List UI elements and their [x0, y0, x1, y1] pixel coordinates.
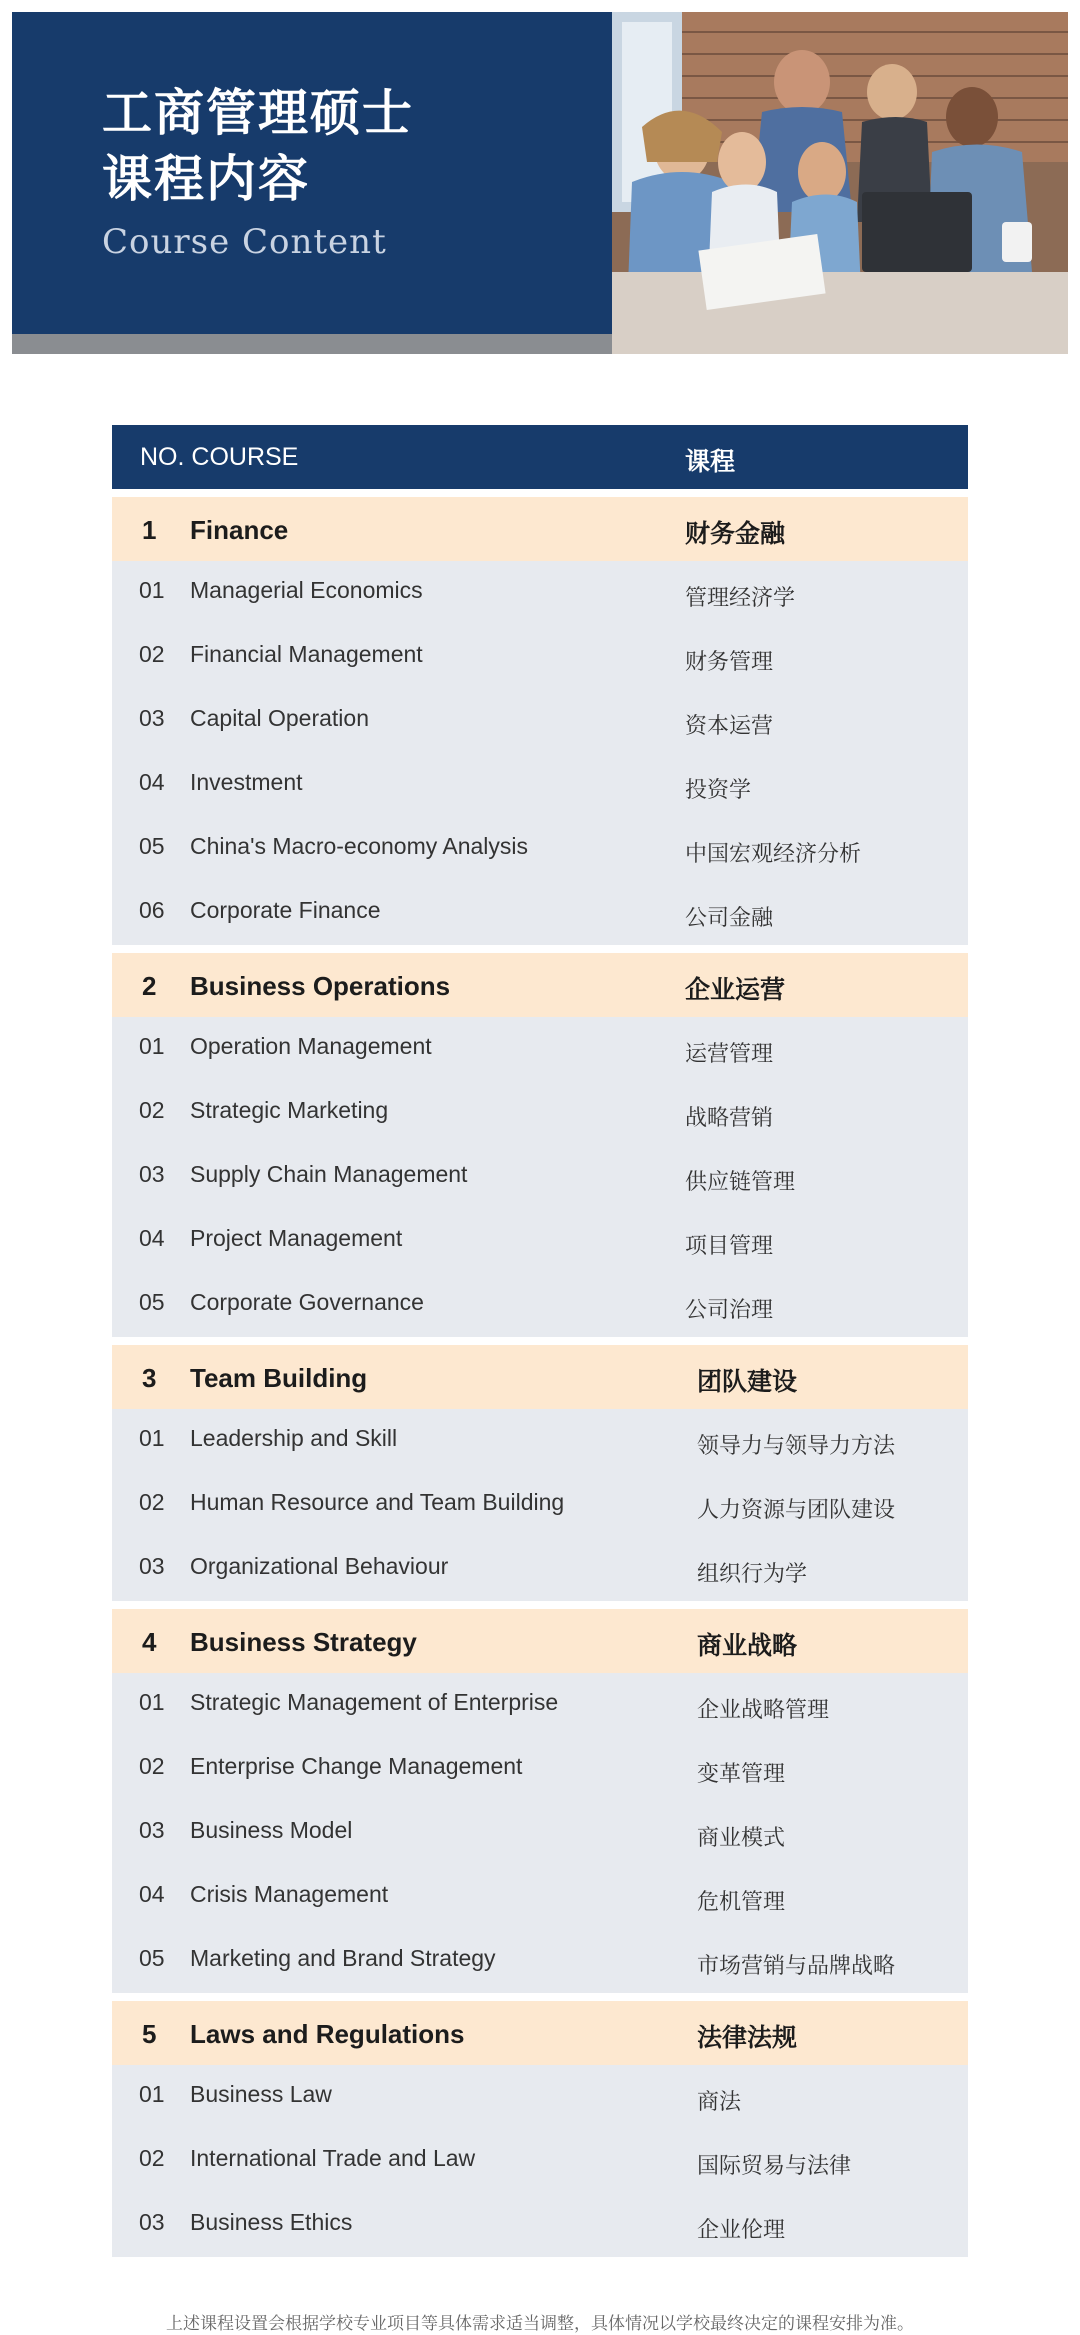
course-row [112, 1273, 968, 1337]
section-header [112, 2001, 968, 2065]
footnote: 上述课程设置会根据学校专业项目等具体需求适当调整，具体情况以学校最终决定的课程安排为准。 [166, 2314, 914, 2334]
course-name-cn: 组织行为学 [697, 1562, 808, 1587]
course-number: 01 [139, 1425, 165, 1451]
course-number: 02 [139, 2145, 165, 2171]
course-section [112, 953, 968, 1337]
hero-title-panel [12, 12, 612, 334]
course-name-cn: 管理经济学 [685, 586, 796, 611]
course-number: 03 [139, 2209, 165, 2235]
course-name-cn: 中国宏观经济分析 [685, 842, 862, 867]
course-row [112, 1537, 968, 1601]
course-table [112, 425, 968, 2257]
course-name-cn: 财务管理 [685, 650, 774, 675]
course-name-cn: 企业战略管理 [697, 1698, 830, 1723]
course-row [112, 1409, 968, 1473]
course-name-cn: 投资学 [685, 778, 752, 803]
section-title-cn: 企业运营 [685, 975, 786, 1004]
course-number: 02 [139, 641, 165, 667]
course-row [112, 1473, 968, 1537]
course-name-en: Strategic Marketing [190, 1097, 389, 1123]
course-name-cn: 人力资源与团队建设 [697, 1498, 896, 1523]
course-name-en: Managerial Economics [190, 577, 423, 603]
course-section [112, 2001, 968, 2257]
section-course-list [112, 561, 968, 945]
course-row [112, 1865, 968, 1929]
page-title [102, 80, 414, 212]
hero-banner [12, 12, 1068, 354]
section-title-cn: 商业战略 [697, 1631, 798, 1660]
course-name-en: Human Resource and Team Building [190, 1489, 565, 1515]
section-course-list [112, 1673, 968, 1993]
course-name-cn: 供应链管理 [685, 1170, 796, 1195]
course-number: 03 [139, 1553, 165, 1579]
course-name-cn: 运营管理 [685, 1042, 774, 1067]
course-name-en: China's Macro-economy Analysis [190, 833, 529, 859]
course-row [112, 1081, 968, 1145]
section-course-list [112, 2065, 968, 2257]
header-course-cn: 课程 [685, 447, 736, 476]
course-name-en: Corporate Governance [190, 1289, 424, 1315]
section-header [112, 953, 968, 1017]
course-name-en: Marketing and Brand Strategy [190, 1945, 496, 1971]
section-number: 4 [142, 1627, 157, 1657]
course-name-cn: 资本运营 [685, 714, 774, 739]
course-name-cn: 战略营销 [685, 1106, 774, 1131]
course-number: 03 [139, 1161, 165, 1187]
course-row [112, 561, 968, 625]
course-row [112, 689, 968, 753]
course-name-cn: 企业伦理 [697, 2218, 786, 2243]
course-name-en: Business Ethics [190, 2209, 353, 2235]
section-course-list [112, 1017, 968, 1337]
course-name-cn: 变革管理 [697, 1762, 786, 1787]
course-name-en: Supply Chain Management [190, 1161, 468, 1187]
section-number: 2 [142, 971, 157, 1001]
course-name-en: Financial Management [190, 641, 423, 667]
course-row [112, 1673, 968, 1737]
section-title-en: Business Operations [190, 971, 451, 1001]
course-name-en: Business Law [190, 2081, 332, 2107]
course-number: 03 [139, 705, 165, 731]
course-row [112, 1145, 968, 1209]
course-number: 05 [139, 833, 165, 859]
table-header [112, 425, 968, 489]
course-number: 01 [139, 577, 165, 603]
course-row [112, 625, 968, 689]
course-number: 02 [139, 1753, 165, 1779]
course-number: 04 [139, 769, 165, 795]
course-number: 01 [139, 2081, 165, 2107]
course-name-cn: 危机管理 [697, 1890, 786, 1915]
section-course-list [112, 1409, 968, 1601]
section-title-en: Finance [190, 515, 289, 545]
section-number: 5 [142, 2019, 157, 2049]
course-row [112, 2129, 968, 2193]
title-line-2: 课程内容 [102, 150, 310, 208]
course-name-en: Organizational Behaviour [190, 1553, 449, 1579]
course-section [112, 1345, 968, 1601]
course-name-cn: 公司金融 [685, 906, 774, 931]
course-number: 01 [139, 1689, 165, 1715]
course-row [112, 1209, 968, 1273]
course-number: 01 [139, 1033, 165, 1059]
section-header [112, 497, 968, 561]
course-section [112, 497, 968, 945]
course-name-cn: 领导力与领导力方法 [697, 1434, 896, 1459]
course-row [112, 1801, 968, 1865]
course-number: 04 [139, 1881, 165, 1907]
section-title-cn: 财务金融 [685, 519, 786, 548]
course-row [112, 1737, 968, 1801]
course-section [112, 1609, 968, 1993]
course-number: 04 [139, 1225, 165, 1251]
course-name-cn: 国际贸易与法律 [697, 2154, 852, 2179]
course-name-en: Business Model [190, 1817, 353, 1843]
section-number: 3 [142, 1363, 157, 1393]
course-name-en: Capital Operation [190, 705, 369, 731]
course-number: 06 [139, 897, 165, 923]
section-header [112, 1609, 968, 1673]
course-number: 05 [139, 1289, 165, 1315]
hero-strip [12, 334, 612, 354]
header-no-course: NO. COURSE [140, 443, 299, 471]
course-number: 02 [139, 1097, 165, 1123]
section-number: 1 [142, 515, 157, 545]
course-name-en: Investment [190, 769, 303, 795]
course-name-en: Corporate Finance [190, 897, 381, 923]
section-title-en: Business Strategy [190, 1627, 417, 1657]
section-title-en: Team Building [190, 1363, 368, 1393]
section-title-cn: 团队建设 [697, 1367, 798, 1396]
course-row [112, 753, 968, 817]
course-number: 02 [139, 1489, 165, 1515]
course-name-en: Crisis Management [190, 1881, 389, 1907]
course-name-cn: 商业模式 [697, 1826, 786, 1851]
course-name-cn: 商法 [697, 2090, 742, 2115]
sections-container [112, 497, 968, 2257]
course-row [112, 1017, 968, 1081]
course-number: 03 [139, 1817, 165, 1843]
title-line-1: 工商管理硕士 [102, 84, 414, 142]
course-name-en: Project Management [190, 1225, 403, 1251]
section-title-en: Laws and Regulations [190, 2019, 465, 2049]
team-meeting-photo [612, 12, 1068, 354]
course-row [112, 881, 968, 945]
course-row [112, 1929, 968, 1993]
course-name-cn: 项目管理 [685, 1234, 774, 1259]
course-name-en: Enterprise Change Management [190, 1753, 523, 1779]
course-row [112, 2065, 968, 2129]
course-row [112, 817, 968, 881]
course-name-en: Leadership and Skill [190, 1425, 398, 1451]
page-subtitle: Course Content [102, 222, 387, 262]
course-name-en: Operation Management [190, 1033, 432, 1059]
section-header [112, 1345, 968, 1409]
section-title-cn: 法律法规 [697, 2023, 798, 2052]
course-name-en: International Trade and Law [190, 2145, 476, 2171]
course-number: 05 [139, 1945, 165, 1971]
course-name-cn: 市场营销与品牌战略 [697, 1954, 896, 1979]
course-name-cn: 公司治理 [685, 1298, 774, 1323]
course-name-en: Strategic Management of Enterprise [190, 1689, 559, 1715]
course-row [112, 2193, 968, 2257]
